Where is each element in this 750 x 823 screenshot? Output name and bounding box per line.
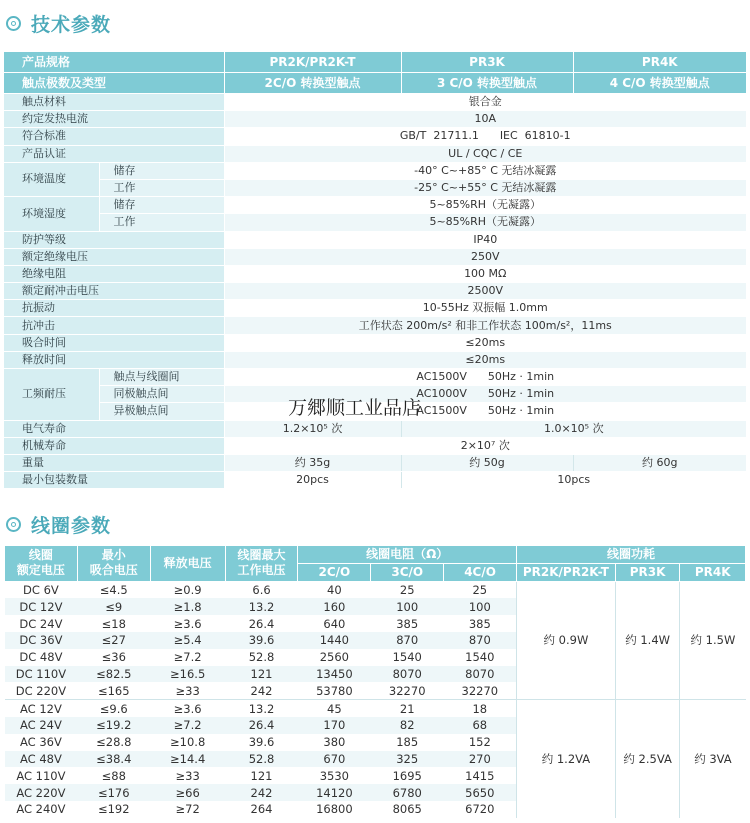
spec-label: 重量 xyxy=(4,454,224,471)
coil-r-3co: 870 xyxy=(371,632,444,649)
coil-pickup: ≤18 xyxy=(101,616,126,631)
model-pr2k: PR2K/PR2K-T xyxy=(224,52,401,73)
contact-type-pr3k: 3 C/O 转换型触点 xyxy=(401,73,573,94)
spec-label: 约定发热电流 xyxy=(4,111,224,128)
coil-pickup: ≤19.2 xyxy=(77,717,150,734)
spec-value: 10pcs xyxy=(401,472,746,489)
spec-value: 约 35g xyxy=(224,454,401,471)
spec-value: GB/T 21711.1 IEC 61810-1 xyxy=(224,128,746,145)
spec-row xyxy=(4,111,746,128)
model-pr3k: PR3K xyxy=(401,52,573,73)
spec-value: AC1500V 50Hz · 1min xyxy=(224,369,746,386)
spec-value: 2×10⁷ 次 xyxy=(224,437,746,454)
coil-pickup: ≤27 xyxy=(77,632,150,649)
coil-pickup: ≤36 xyxy=(101,650,126,665)
coil-r-2co: 45 xyxy=(298,700,371,717)
coil-pickup: ≤165 xyxy=(97,683,130,698)
contact-type-pr2k: 2C/O 转换型触点 xyxy=(224,73,401,94)
spec-row xyxy=(4,265,746,282)
coil-r-2co: 2560 xyxy=(319,650,350,665)
spec-label: 符合标准 xyxy=(4,128,224,145)
coil-pickup: ≤9.6 xyxy=(77,700,150,717)
spec-label: 绝缘电阻 xyxy=(4,265,224,282)
coil-max-voltage: 121 xyxy=(225,666,298,683)
coil-release: ≥7.2 xyxy=(173,650,202,665)
coil-pickup: ≤176 xyxy=(77,784,150,801)
coil-max-voltage: 6.6 xyxy=(225,581,298,598)
col-p-pr2k: PR2K/PR2K-T xyxy=(516,563,615,581)
coil-rated-voltage: AC 12V xyxy=(5,700,78,717)
coil-section-title: 线圈参数 xyxy=(31,515,112,537)
coil-r-2co: 380 xyxy=(323,735,346,750)
spec-sublabel: 同极触点间 xyxy=(99,386,224,403)
circle-bullet-icon xyxy=(6,517,21,532)
col-p-pr3k: PR3K xyxy=(615,563,680,581)
dc-power-3: 约 1.5W xyxy=(680,581,746,700)
ac-power-1: 约 1.2VA xyxy=(516,700,615,818)
coil-release: ≥10.8 xyxy=(170,735,206,750)
coil-r-2co: 14120 xyxy=(298,784,371,801)
coil-r-2co: 3530 xyxy=(319,768,350,783)
model-pr4k: PR4K xyxy=(573,52,746,73)
spec-value: 5~85%RH（无凝露） xyxy=(224,214,746,231)
coil-release: ≥33 xyxy=(175,768,200,783)
coil-row xyxy=(5,700,746,717)
spec-row xyxy=(4,420,746,437)
coil-row xyxy=(5,581,746,598)
coil-r-2co: 640 xyxy=(323,616,346,631)
spec-value: 10A xyxy=(224,111,746,128)
coil-r-3co: 100 xyxy=(371,598,444,615)
coil-r-4co: 1540 xyxy=(465,650,495,665)
coil-r-2co: 16800 xyxy=(316,802,353,817)
coil-r-4co: 870 xyxy=(444,632,517,649)
spec-label: 触点材料 xyxy=(4,94,224,111)
spec-value: AC1500V 50Hz · 1min xyxy=(224,403,746,420)
spec-value: -40° C~+85° C 无结冰凝露 xyxy=(224,162,746,179)
spec-row xyxy=(4,231,746,248)
coil-max-voltage: 26.4 xyxy=(225,717,298,734)
coil-release: ≥72 xyxy=(175,802,200,817)
spec-row xyxy=(4,454,746,471)
spec-row xyxy=(4,162,746,179)
spec-label: 工频耐压 xyxy=(4,369,99,421)
tech-section-header xyxy=(6,10,111,37)
spec-row xyxy=(4,300,746,317)
coil-r-4co: 6720 xyxy=(465,802,495,817)
coil-release: ≥0.9 xyxy=(150,581,225,598)
col-r-3co: 3C/O xyxy=(371,563,444,581)
coil-r-4co: 32270 xyxy=(461,683,499,698)
col-max-voltage: 线圈最大 工作电压 xyxy=(225,546,298,582)
spec-header-row xyxy=(4,52,746,73)
coil-max-voltage: 52.8 xyxy=(248,650,275,665)
col-coil-resistance: 线圈电阻（Ω） xyxy=(298,546,517,564)
col-rated-voltage: 线圈 额定电压 xyxy=(5,546,78,582)
spec-header-label: 产品规格 xyxy=(4,52,224,73)
spec-label: 释放时间 xyxy=(4,351,224,368)
col-release-voltage: 释放电压 xyxy=(150,546,225,582)
dc-power-1: 约 0.9W xyxy=(516,581,615,700)
coil-r-2co: 53780 xyxy=(316,683,353,698)
spec-label: 额定耐冲击电压 xyxy=(4,283,224,300)
coil-pickup: ≤38.4 xyxy=(77,751,150,768)
coil-pickup: ≤4.5 xyxy=(77,581,150,598)
coil-max-voltage: 52.8 xyxy=(225,751,298,768)
spec-row xyxy=(4,214,746,231)
spec-value: 2500V xyxy=(224,283,746,300)
coil-rated-voltage: AC 110V xyxy=(16,768,66,783)
spec-row xyxy=(4,248,746,265)
coil-max-voltage: 39.6 xyxy=(248,735,275,750)
spec-value: ≤20ms xyxy=(224,351,746,368)
col-coil-power: 线圈功耗 xyxy=(516,546,745,564)
tech-spec-table xyxy=(4,52,746,489)
coil-r-3co: 21 xyxy=(371,700,444,717)
coil-r-2co: 170 xyxy=(298,717,371,734)
coil-release: ≥33 xyxy=(175,683,200,698)
col-p-pr4k: PR4K xyxy=(680,563,746,581)
spec-value: 约 50g xyxy=(401,454,573,471)
spec-contact-row xyxy=(4,73,746,94)
coil-release: ≥14.4 xyxy=(150,751,225,768)
spec-row xyxy=(4,437,746,454)
spec-row xyxy=(4,94,746,111)
spec-sublabel: 工作 xyxy=(99,179,224,196)
spec-value: 100 MΩ xyxy=(224,265,746,282)
coil-r-4co: 385 xyxy=(468,616,491,631)
coil-release: ≥16.5 xyxy=(150,666,225,683)
coil-max-voltage: 242 xyxy=(250,683,273,698)
ac-power-3: 约 3VA xyxy=(680,700,746,818)
spec-label: 抗振动 xyxy=(4,300,224,317)
spec-value: ≤20ms xyxy=(224,334,746,351)
spec-row xyxy=(4,128,746,145)
coil-r-4co: 270 xyxy=(444,751,517,768)
coil-max-voltage: 121 xyxy=(250,768,273,783)
spec-label: 产品认证 xyxy=(4,145,224,162)
coil-r-3co: 25 xyxy=(371,581,444,598)
spec-label: 抗冲击 xyxy=(4,317,224,334)
spec-value: 约 60g xyxy=(573,454,746,471)
tech-section-title: 技术参数 xyxy=(31,14,112,36)
coil-rated-voltage: DC 6V xyxy=(5,581,78,598)
spec-sublabel: 储存 xyxy=(99,162,224,179)
coil-release: ≥66 xyxy=(150,784,225,801)
contact-type-pr4k: 4 C/O 转换型触点 xyxy=(573,73,746,94)
coil-r-3co: 1540 xyxy=(392,650,422,665)
spec-sublabel: 异极触点间 xyxy=(99,403,224,420)
coil-header-row xyxy=(5,546,746,564)
ac-power-2: 约 2.5VA xyxy=(615,700,680,818)
coil-r-3co: 32270 xyxy=(388,683,426,698)
coil-pickup: ≤88 xyxy=(101,768,126,783)
spec-row xyxy=(4,179,746,196)
coil-rated-voltage: DC 220V xyxy=(15,683,67,698)
spec-value: IP40 xyxy=(224,231,746,248)
coil-r-2co: 40 xyxy=(298,581,371,598)
spec-label: 最小包装数量 xyxy=(4,472,224,489)
coil-r-2co: 13450 xyxy=(298,666,371,683)
coil-rated-voltage: AC 36V xyxy=(19,735,62,750)
coil-rated-voltage: DC 36V xyxy=(5,632,78,649)
spec-label: 机械寿命 xyxy=(4,437,224,454)
spec-row xyxy=(4,369,746,386)
coil-pickup: ≤192 xyxy=(97,802,130,817)
coil-max-voltage: 242 xyxy=(225,784,298,801)
coil-r-2co: 1440 xyxy=(298,632,371,649)
coil-rated-voltage: AC 48V xyxy=(5,751,78,768)
spec-value: 10-55Hz 双振幅 1.0mm xyxy=(224,300,746,317)
col-r-2co: 2C/O xyxy=(298,563,371,581)
coil-max-voltage: 13.2 xyxy=(225,700,298,717)
coil-pickup: ≤28.8 xyxy=(96,735,132,750)
watermark-text: 万郷顺工业品店 xyxy=(288,397,422,419)
coil-release: ≥3.6 xyxy=(173,616,202,631)
coil-max-voltage: 39.6 xyxy=(225,632,298,649)
spec-value: 工作状态 200m/s² 和非工作状态 100m/s²，11ms xyxy=(224,317,746,334)
coil-r-4co: 5650 xyxy=(444,784,517,801)
coil-max-voltage: 26.4 xyxy=(248,616,275,631)
spec-label: 环境温度 xyxy=(4,162,99,196)
coil-r-3co: 385 xyxy=(396,616,419,631)
coil-release: ≥7.2 xyxy=(150,717,225,734)
coil-r-3co: 6780 xyxy=(371,784,444,801)
coil-section-header xyxy=(6,511,111,538)
coil-r-3co: 8065 xyxy=(392,802,422,817)
coil-r-3co: 185 xyxy=(396,735,419,750)
spec-row xyxy=(4,145,746,162)
coil-max-voltage: 264 xyxy=(250,802,273,817)
coil-r-4co: 8070 xyxy=(444,666,517,683)
contact-type-label: 触点极数及类型 xyxy=(4,73,224,94)
spec-row xyxy=(4,472,746,489)
coil-r-3co: 325 xyxy=(371,751,444,768)
spec-label: 电气寿命 xyxy=(4,420,224,437)
spec-label: 吸合时间 xyxy=(4,334,224,351)
spec-label: 防护等级 xyxy=(4,231,224,248)
coil-r-4co: 100 xyxy=(444,598,517,615)
spec-row xyxy=(4,334,746,351)
coil-r-4co: 68 xyxy=(444,717,517,734)
circle-bullet-icon xyxy=(6,16,21,31)
col-r-4co: 4C/O xyxy=(444,563,517,581)
spec-row xyxy=(4,283,746,300)
coil-rated-voltage: DC 110V xyxy=(5,666,78,683)
coil-rated-voltage: AC 220V xyxy=(5,784,78,801)
coil-r-4co: 1415 xyxy=(465,768,495,783)
spec-value: 1.0×10⁵ 次 xyxy=(401,420,746,437)
coil-max-voltage: 13.2 xyxy=(225,598,298,615)
coil-r-3co: 82 xyxy=(371,717,444,734)
spec-row xyxy=(4,317,746,334)
coil-release: ≥3.6 xyxy=(150,700,225,717)
col-pickup-voltage: 最小 吸合电压 xyxy=(77,546,150,582)
coil-r-2co: 160 xyxy=(298,598,371,615)
coil-pickup: ≤9 xyxy=(77,598,150,615)
coil-release: ≥1.8 xyxy=(150,598,225,615)
coil-release: ≥5.4 xyxy=(150,632,225,649)
spec-label: 环境湿度 xyxy=(4,197,99,231)
coil-r-3co: 8070 xyxy=(371,666,444,683)
coil-rated-voltage: DC 12V xyxy=(5,598,78,615)
coil-pickup: ≤82.5 xyxy=(77,666,150,683)
spec-value: 5~85%RH（无凝露） xyxy=(224,197,746,214)
spec-row xyxy=(4,351,746,368)
spec-row xyxy=(4,197,746,214)
coil-rated-voltage: DC 24V xyxy=(19,616,63,631)
coil-r-4co: 25 xyxy=(444,581,517,598)
coil-r-3co: 1695 xyxy=(392,768,422,783)
spec-value: 银合金 xyxy=(224,94,746,111)
spec-value: -25° C~+55° C 无结冰凝露 xyxy=(224,179,746,196)
coil-r-2co: 670 xyxy=(298,751,371,768)
spec-value: 250V xyxy=(224,248,746,265)
spec-sublabel: 触点与线圈间 xyxy=(99,369,224,386)
coil-rated-voltage: AC 240V xyxy=(16,802,66,817)
coil-param-table xyxy=(4,545,746,818)
dc-power-2: 约 1.4W xyxy=(615,581,680,700)
spec-value: UL / CQC / CE xyxy=(224,145,746,162)
coil-r-4co: 18 xyxy=(444,700,517,717)
spec-sublabel: 工作 xyxy=(99,214,224,231)
coil-r-4co: 152 xyxy=(468,735,491,750)
coil-rated-voltage: AC 24V xyxy=(5,717,78,734)
spec-value: 20pcs xyxy=(224,472,401,489)
coil-rated-voltage: DC 48V xyxy=(19,650,63,665)
spec-sublabel: 储存 xyxy=(99,197,224,214)
spec-value: AC1000V 50Hz · 1min xyxy=(224,386,746,403)
spec-label: 额定绝缘电压 xyxy=(4,248,224,265)
spec-value: 1.2×10⁵ 次 xyxy=(224,420,401,437)
